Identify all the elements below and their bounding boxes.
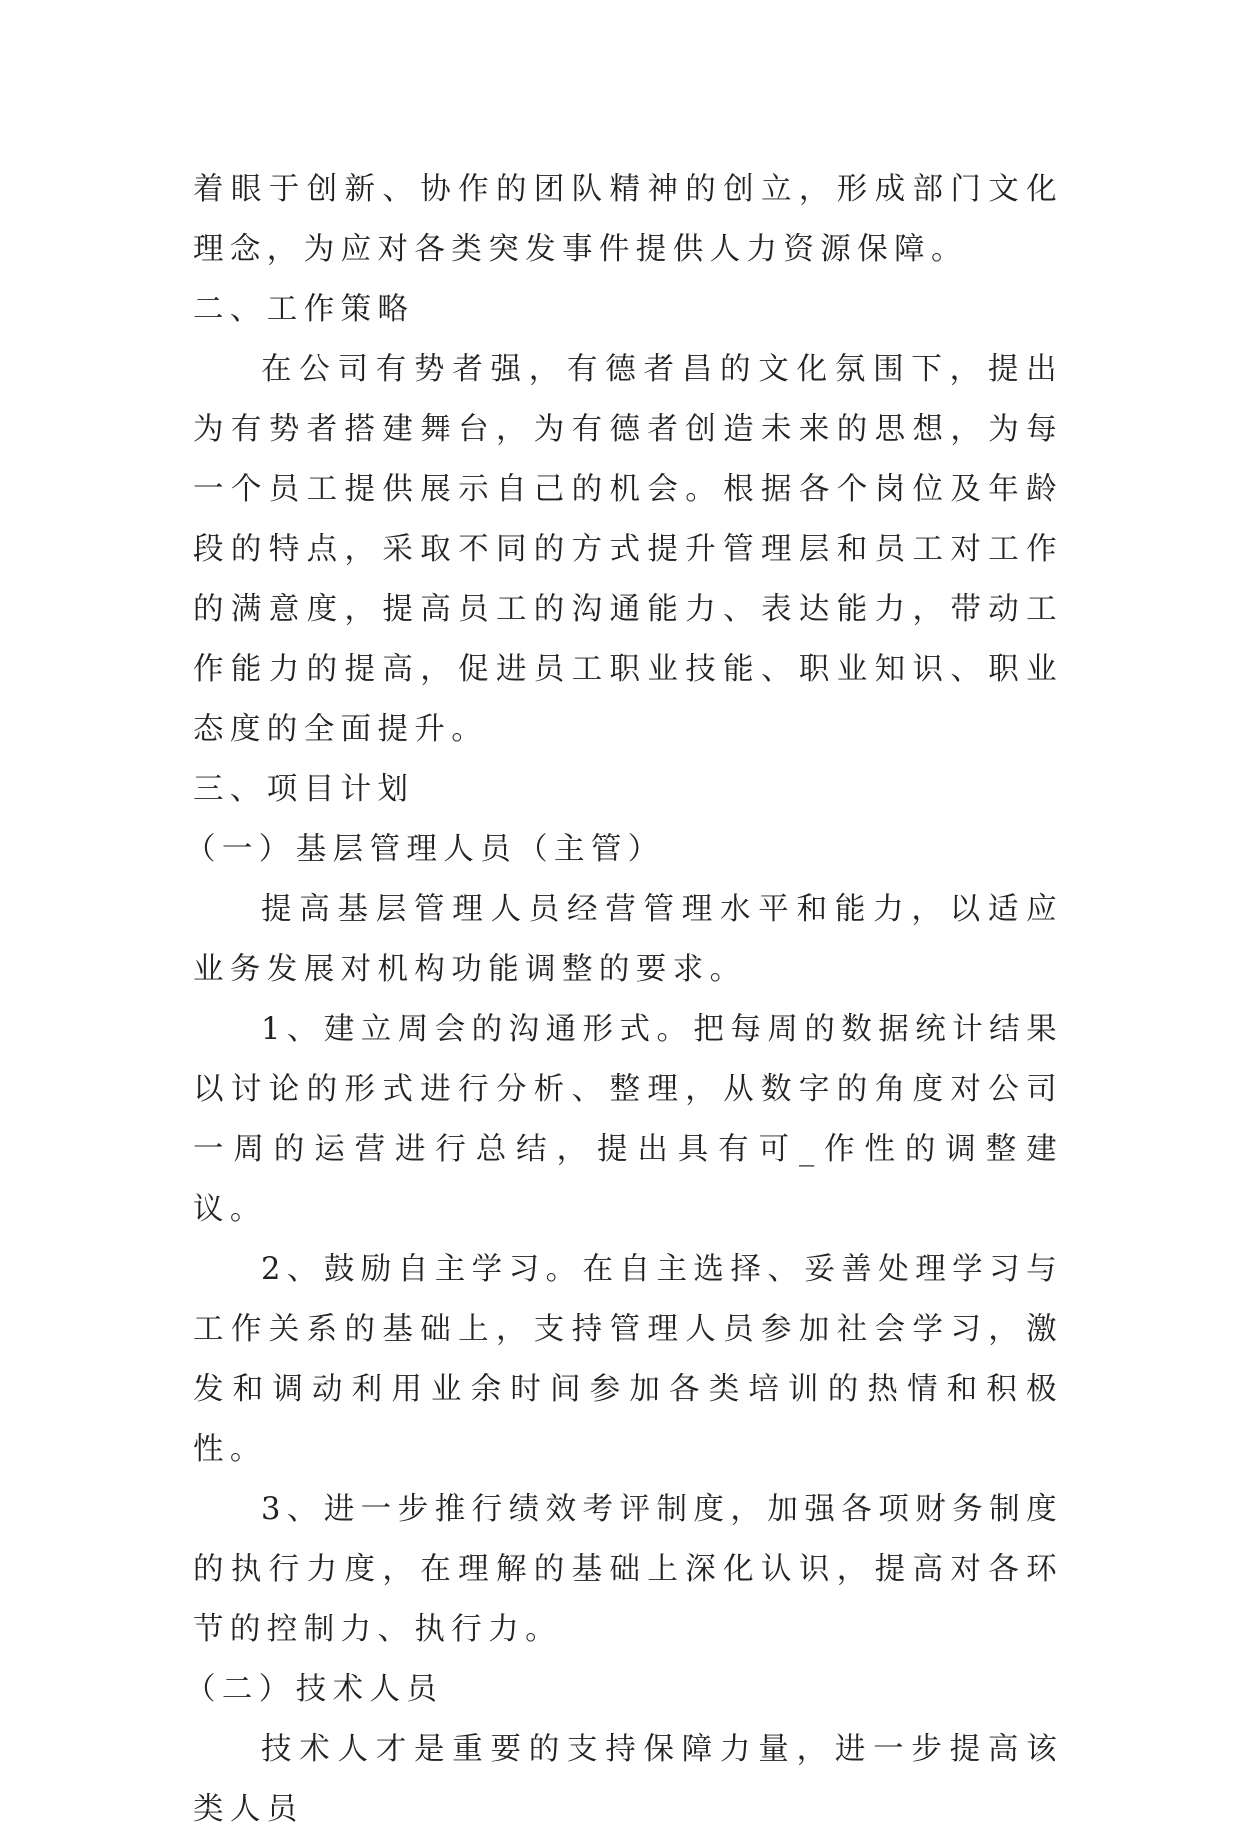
subsection-heading-technical-staff: （二）技术人员 <box>185 1672 444 1707</box>
paragraph-technical-staff: 技术人才是重要的支持保障力量，进一步提高该类人员 <box>193 1732 1063 1827</box>
paragraph-work-strategy: 在公司有势者强，有德者昌的文化氛围下，提出为有势者搭建舞台，为有德者创造未来的思想，为每一个员工提供展示自己的机会。根据各个岗位及年龄段的特点，采取不同的方式提升管理层和员工对工作的满意度，提高员工的沟通能力、表达能力，带动工作能力的提高，促进员工职业技能、职业知识、职业态度的全面提升。 <box>193 352 1063 747</box>
subsection-heading-managers: （一）基层管理人员（主管） <box>185 832 665 867</box>
section-heading-project-plan: 三、项目计划 <box>193 772 415 807</box>
paragraph-intro-continuation: 着眼于创新、协作的团队精神的创立，形成部门文化理念，为应对各类突发事件提供人力资源保障。 <box>193 172 1063 267</box>
paragraph-managers-goal: 提高基层管理人员经营管理水平和能力，以适应业务发展对机构功能调整的要求。 <box>193 892 1063 987</box>
list-item-performance-review: 3、进一步推行绩效考评制度，加强各项财务制度的执行力度，在理解的基础上深化认识，提高对各环节的控制力、执行力。 <box>193 1492 1063 1647</box>
list-item-self-study: 2、鼓励自主学习。在自主选择、妥善处理学习与工作关系的基础上，支持管理人员参加社会学习，激发和调动利用业余时间参加各类培训的热情和积极性。 <box>193 1252 1063 1467</box>
list-item-weekly-meeting: 1、建立周会的沟通形式。把每周的数据统计结果以讨论的形式进行分析、整理，从数字的角度对公司一周的运营进行总结，提出具有可_作性的调整建议。 <box>193 1012 1063 1227</box>
section-heading-work-strategy: 二、工作策略 <box>193 292 415 327</box>
document-body <box>185 160 1063 1840</box>
